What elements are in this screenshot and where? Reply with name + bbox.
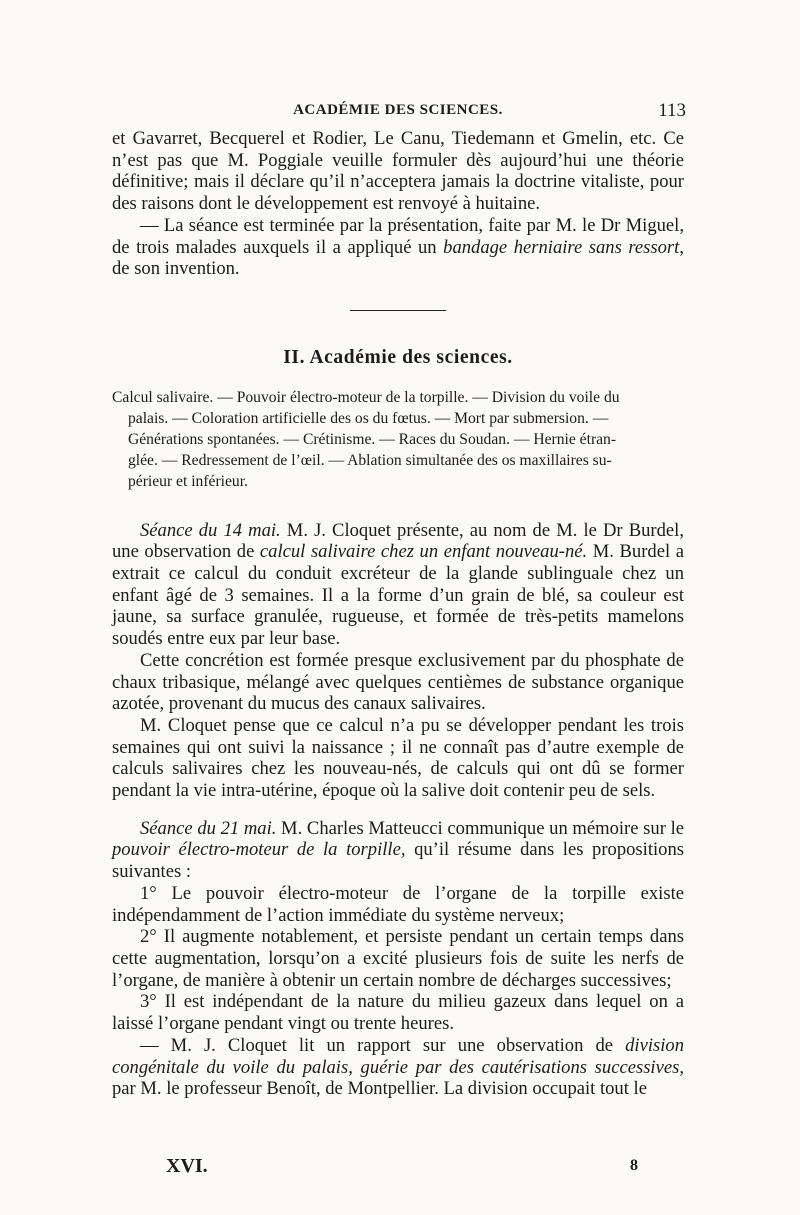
paragraph: Séance du 21 mai. M. Charles Matteucci communique un mémoire sur le pouvoir électro-moteur de la torpille, qu’il résume dans les propositions suivantes : <box>112 817 685 883</box>
paragraph: M. Cloquet pense que ce calcul n’a pu se développer pendant les trois semaines qui ont suivi la naissance ; il ne connaît pas d’autre exemple de calculs salivaires chez les nouveau-nés, de calculs qui ont dû se former pendant la vie intra-utérine, époque où la salive doit contenir peu de sels. <box>112 714 684 802</box>
proposition: 2° Il augmente notablement, et persiste pendant un certain temps dans cette augmentation, lorsqu’on a excité plusieurs fois de suite les nerfs de l’organe, de manière à obtenir un certain nombre de décharges successives; <box>112 926 684 991</box>
summary-line: Générations spontanées. — Crétinisme. — Races du Soudan. — Hernie étran- <box>128 430 617 448</box>
seance-date: Séance du 21 mai. <box>140 817 277 839</box>
section-title: II. Académie des sciences. <box>283 346 513 368</box>
paragraph: et Gavarret, Becquerel et Rodier, Le Canu, Tiedemann et Gmelin, etc. Ce n’est pas que M. Poggiale veuille formuler dès aujourd’hui une théorie définitive; mais il déclare qu’il n’acceptera jamais la doctrine vitaliste, pour des raisons dont le développement est renvoyé à huitaine. <box>112 128 684 215</box>
paragraph: — M. J. Cloquet lit un rapport sur une observation de division congénitale du voile du palais, guérie par des cautérisations successives, par M. le professeur Benoît, de Montpellier. La division occupait tout le <box>112 1034 684 1100</box>
section-summary <box>112 387 684 492</box>
page-footer <box>112 1155 684 1181</box>
paragraph: Cette concrétion est formée presque exclusivement par du phosphate de chaux tribasique, mélangé avec quelques centièmes de substance organique azotée, provenant du mucus des canaux salivaires. <box>112 649 684 715</box>
page-number: 113 <box>658 100 686 121</box>
proposition: 3° Il est indépendant de la nature du milieu gazeux dans lequel on a laissé l’organe pendant vingt ou trente heures. <box>112 991 684 1035</box>
page-body <box>112 128 684 1100</box>
seance-date: Séance du 14 mai. <box>140 519 281 541</box>
section-divider <box>350 310 446 311</box>
summary-line: périeur et inférieur. <box>128 472 248 490</box>
summary-line: glée. — Redressement de l’œil. — Ablation simultanée des os maxillaires su- <box>128 451 612 469</box>
page-header <box>112 100 684 126</box>
paragraph: — La séance est terminée par la présentation, faite par M. le Dr Miguel, de trois malades auxquels il a appliqué un bandage herniaire sans ressort, de son invention. <box>112 214 684 280</box>
paragraph: Séance du 14 mai. M. J. Cloquet présente, au nom de M. le Dr Burdel, une observation de calcul salivaire chez un enfant nouveau-né. M. Burdel a extrait ce calcul du conduit excréteur de la glande sublinguale chez un enfant âgé de 3 semaines. Il a la forme d’un grain de blé, sa couleur est jaune, sa surface granulée, rugueuse, et formée de très-petits mamelons soudés entre eux par leur base. <box>112 519 684 650</box>
running-title: ACADÉMIE DES SCIENCES. <box>293 102 503 118</box>
signature-mark: XVI. <box>166 1155 208 1177</box>
summary-line: Calcul salivaire. — Pouvoir électro-moteur de la torpille. — Division du voile du <box>112 388 620 406</box>
summary-line: palais. — Coloration artificielle des os du fœtus. — Mort par submersion. — <box>128 409 609 427</box>
signature-number: 8 <box>630 1157 638 1174</box>
proposition: 1° Le pouvoir électro-moteur de l’organe de la torpille existe indépendamment de l’action immédiate du système nerveux; <box>112 882 684 926</box>
